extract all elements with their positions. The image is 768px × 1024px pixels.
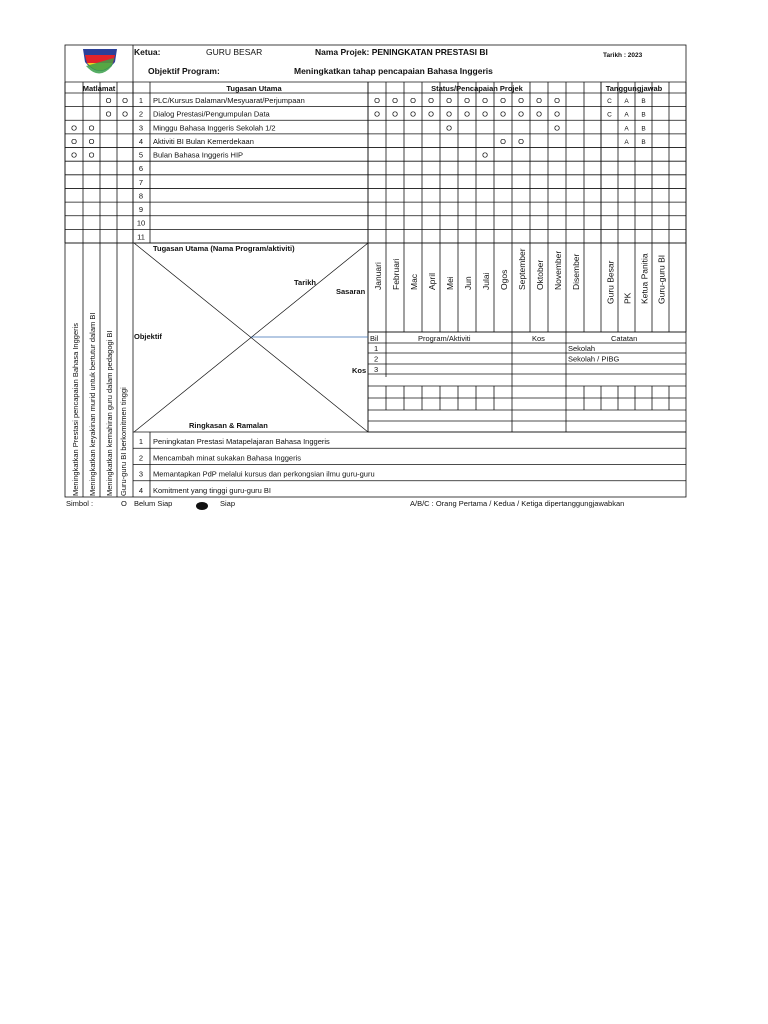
month-label: Mei (445, 276, 455, 290)
task-number: 3 (138, 123, 144, 133)
task-label: Bulan Bahasa Inggeris HIP (153, 150, 244, 160)
objective-label: Memantapkan PdP melalui kursus dan perkongsian ilmu guru-guru (153, 469, 375, 479)
goals-vertical (71, 313, 128, 496)
month-label: Januari (373, 262, 383, 290)
task-number: 9 (138, 205, 144, 215)
legend-simbol: Simbol : (66, 499, 94, 508)
objective-number: 1 (138, 437, 144, 446)
matlamat-mark: O (88, 150, 95, 160)
ketua-label: Ketua: (134, 47, 161, 57)
matlamat-mark: O (122, 96, 128, 105)
status-mark: O (374, 109, 380, 119)
matlamat-mark: O (105, 109, 112, 119)
status-mark: O (500, 96, 506, 105)
month-label: November (553, 250, 563, 290)
task-number: 7 (138, 177, 144, 187)
month-label: Jun (463, 276, 473, 290)
status-mark: O (518, 96, 524, 105)
responsible-mark: A (624, 111, 629, 119)
task-number: 6 (138, 164, 144, 174)
matlamat-header: Matlamat (82, 84, 116, 93)
task-rows (71, 96, 646, 241)
task-number: 10 (136, 218, 146, 228)
objektif-value: Meningkatkan tahap pencapaian Bahasa Inggeris (294, 66, 493, 76)
program-row-bil: 3 (374, 365, 379, 374)
responsible-mark: B (641, 111, 646, 119)
task-number: 8 (138, 191, 144, 201)
tanggungjawab-header: Tanggungjawab (605, 84, 663, 93)
status-mark: O (392, 96, 398, 105)
program-row-catatan: Sekolah / PIBG (568, 354, 620, 364)
goal-vertical-1: Meningkatkan Prestasi pencapaian Bahasa Inggeris (71, 322, 80, 496)
matlamat-mark: O (71, 123, 77, 133)
program-header-catatan: Catatan (611, 334, 638, 343)
status-mark: O (374, 96, 380, 105)
matrix-kos-label: Kos (352, 366, 367, 375)
legend-belum-siap: Belum Siap (134, 499, 173, 508)
task-number: 4 (138, 136, 144, 146)
matlamat-mark: O (88, 136, 95, 146)
status-mark: O (500, 109, 506, 119)
objective-label: Mencambah minat sukakan Bahasa Inggeris (153, 453, 302, 463)
matrix-top-label: Tugasan Utama (Nama Program/aktiviti) (153, 244, 295, 253)
matlamat-mark: O (71, 136, 77, 146)
objective-label: Komitment yang tinggi guru-guru BI (153, 485, 271, 495)
status-mark: O (410, 109, 416, 119)
matlamat-mark: O (71, 150, 77, 160)
task-label: Aktiviti BI Bulan Kemerdekaan (153, 136, 254, 146)
responsible-mark: C (607, 98, 612, 105)
matrix-tarikh-label: Tarikh (294, 278, 316, 287)
program-rows (374, 344, 619, 374)
task-number: 5 (138, 150, 144, 160)
status-mark: O (536, 96, 542, 105)
objective-label: Peningkatan Prestasi Matapelajaran Bahasa Inggeris (153, 437, 330, 446)
program-header-bil: Bil (370, 334, 379, 343)
school-crest-logo-icon (83, 49, 117, 74)
responsible-label: Guru-guru BI (656, 254, 667, 304)
program-row-bil: 2 (374, 354, 379, 364)
program-row-bil: 1 (374, 344, 379, 353)
responsible-mark: A (624, 125, 629, 133)
project-name: Nama Projek: PENINGKATAN PRESTASI BI (315, 47, 488, 57)
objective-number: 3 (138, 469, 144, 479)
responsible-labels (606, 253, 667, 304)
status-mark: O (482, 109, 488, 119)
status-mark: O (410, 96, 416, 105)
status-mark: O (464, 109, 470, 119)
matrix-bottom-label: Ringkasan & Ramalan (189, 421, 268, 430)
task-label: PLC/Kursus Dalaman/Mesyuarat/Perjumpaan (153, 96, 305, 105)
status-mark: O (428, 96, 434, 105)
responsible-label: Ketua Panitia (639, 253, 650, 304)
responsible-mark: B (641, 125, 646, 133)
goal-vertical-3: Meningkatkan kemahiran guru dalam pedagogi BI (105, 330, 114, 496)
responsible-mark: B (641, 98, 646, 105)
status-mark: O (518, 136, 524, 146)
month-label: Julai (481, 272, 491, 290)
responsible-mark: B (641, 138, 646, 146)
program-header-program: Program/Aktiviti (418, 334, 471, 343)
objective-number: 4 (138, 485, 144, 495)
goal-vertical-2: Meningkatkan keyakinan murid untuk bertutur dalam BI (88, 312, 97, 496)
legend-abc: A/B/C : Orang Pertama / Kedua / Ketiga dipertanggungjawabkan (410, 499, 625, 508)
status-mark: O (554, 123, 560, 133)
matrix-sasaran-label: Sasaran (336, 287, 366, 296)
matrix-objektif-label: Objektif (134, 332, 162, 341)
task-number: 2 (138, 109, 144, 119)
legend-o-mark: O (121, 499, 127, 508)
month-label: Ogos (499, 269, 509, 290)
ketua-value: GURU BESAR (206, 47, 263, 57)
goal-vertical-4: Guru-guru BI berkomitmen tinggi (119, 387, 128, 496)
matlamat-mark: O (88, 123, 95, 133)
program-row-catatan: Sekolah (568, 344, 596, 353)
status-mark: O (428, 109, 434, 119)
objektif-label: Objektif Program: (148, 66, 220, 76)
date-label: Tarikh : 2023 (603, 52, 643, 59)
status-mark: O (536, 109, 542, 119)
responsible-mark: A (624, 98, 629, 105)
status-mark: O (554, 96, 560, 105)
matlamat-mark: O (122, 109, 128, 119)
task-label: Dialog Prestasi/Pengumpulan Data (153, 109, 270, 119)
status-mark: O (482, 96, 488, 105)
status-header: Status/Pencapaian Projek (431, 84, 523, 93)
tugasan-header: Tugasan Utama (226, 84, 282, 93)
legend-siap-dot-icon (196, 502, 208, 510)
responsible-label: PK (622, 292, 633, 304)
responsible-label: Guru Besar (605, 260, 616, 304)
responsible-mark: C (607, 111, 612, 119)
status-mark: O (554, 109, 560, 119)
objective-number: 2 (138, 453, 144, 463)
program-header-kos: Kos (532, 334, 545, 343)
status-mark: O (392, 109, 398, 119)
month-label: September (517, 248, 527, 290)
matlamat-mark: O (105, 96, 112, 105)
task-label: Minggu Bahasa Inggeris Sekolah 1/2 (153, 123, 276, 133)
month-label: Oktober (535, 259, 545, 290)
status-mark: O (500, 136, 506, 146)
legend-siap: Siap (220, 499, 236, 508)
status-mark: O (464, 96, 470, 105)
status-mark: O (482, 150, 488, 160)
task-number: 1 (138, 96, 144, 105)
month-label: April (427, 272, 437, 290)
month-label: Mac (409, 273, 419, 290)
objective-rows (139, 437, 375, 495)
responsible-mark: A (624, 138, 629, 146)
status-mark: O (446, 96, 452, 105)
status-mark: O (446, 123, 452, 133)
month-label: Disember (571, 253, 581, 290)
task-number: 11 (137, 232, 145, 242)
status-mark: O (518, 109, 524, 119)
month-label: Februari (391, 258, 401, 290)
status-mark: O (446, 109, 452, 119)
